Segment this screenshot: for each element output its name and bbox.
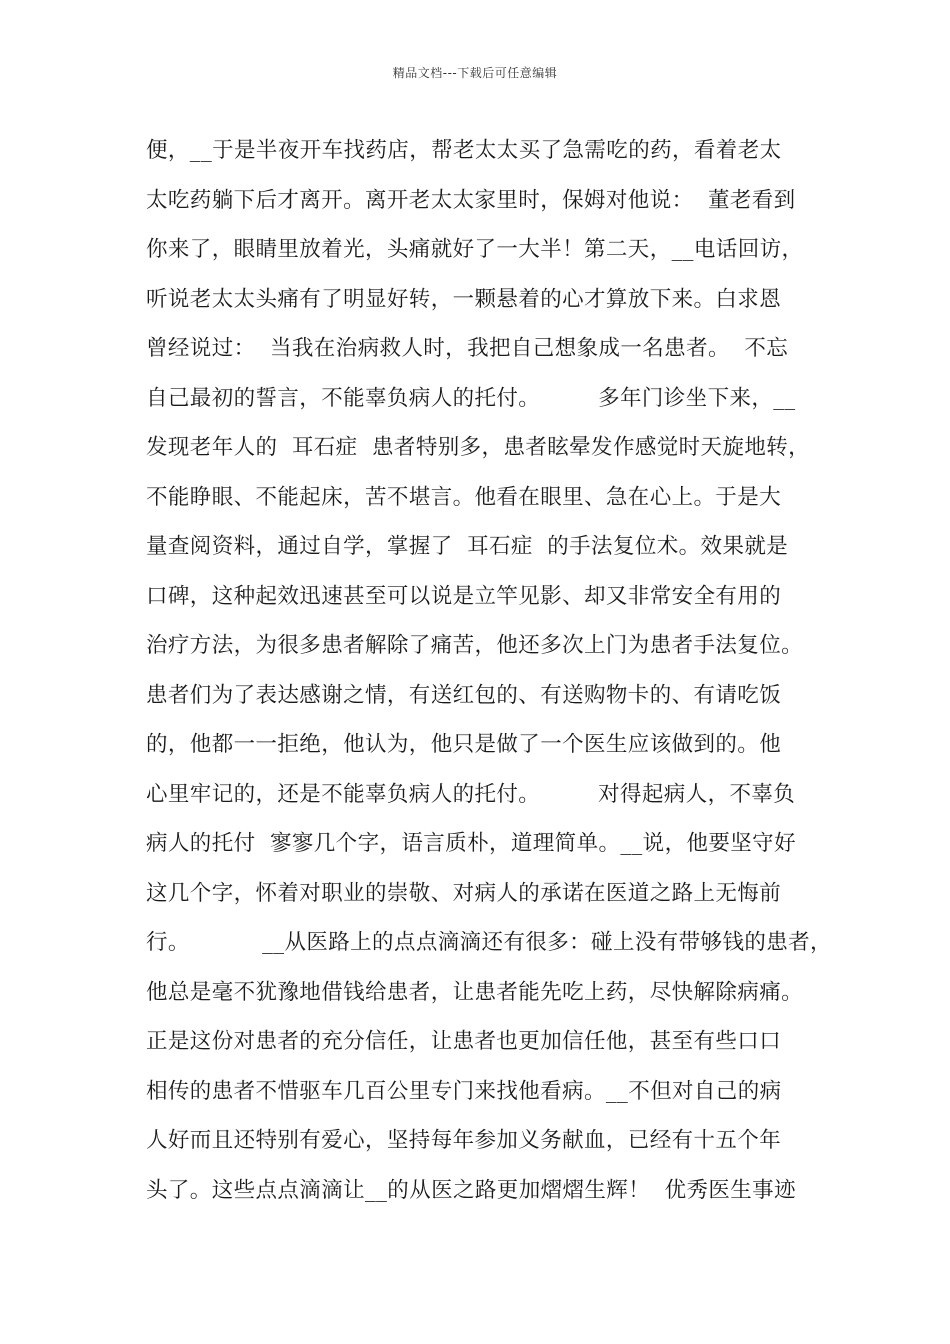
text-line: 他总是毫不犹豫地借钱给患者，让患者能先吃上药，尽快解除病痛。 — [146, 979, 804, 1005]
text-line: 正是这份对患者的充分信任，让患者也更加信任他，甚至有些口口 — [146, 1029, 782, 1054]
text-line: 人好而且还特别有爱心，坚持每年参加义务献血，已经有十五个年 — [146, 1128, 782, 1153]
text-line: 自己最初的誓言，不能辜负病人的托付。 多年门诊坐下来，__ — [146, 385, 796, 411]
text-line: 行。 __从医路上的点点滴滴还有很多：碰上没有带够钱的患者， — [146, 930, 832, 955]
page-header: 精品文档---下载后可任意编辑 — [392, 66, 558, 80]
text-line: 心里牢记的，还是不能辜负病人的托付。 对得起病人，不辜负 — [146, 781, 796, 807]
text-line: 患者们为了表达感谢之情，有送红包的、有送购物卡的、有请吃饭 — [146, 682, 782, 708]
text-line: 你来了，眼睛里放着光，头痛就好了一大半！第二天，__电话回访， — [146, 237, 804, 262]
text-line: 太吃药躺下后才离开。离开老太太家里时，保姆对他说： 董老看到 — [146, 187, 796, 213]
text-line: 发现老年人的 耳石症 患者特别多，患者眩晕发作感觉时天旋地转， — [146, 435, 811, 460]
text-line: 曾经说过： 当我在治病救人时，我把自己想象成一名患者。 不忘 — [146, 336, 789, 361]
text-line: 相传的患者不惜驱车几百公里专门来找他看病。__不但对自己的病 — [146, 1078, 782, 1104]
text-line: 听说老太太头痛有了明显好转，一颗悬着的心才算放下来。白求恩 — [146, 286, 782, 312]
text-line: 的，他都一一拒绝，他认为，他只是做了一个医生应该做到的。他 — [146, 732, 782, 757]
body-text — [146, 133, 832, 1222]
text-line: 便，__于是半夜开车找药店，帮老太太买了急需吃的药，看着老太 — [146, 138, 782, 163]
text-line: 这几个字，怀着对职业的崇敬、对病人的承诺在医道之路上无悔前 — [146, 880, 782, 906]
text-line: 口碑，这种起效迅速甚至可以说是立竿见影、却又非常安全有用的 — [146, 583, 782, 609]
text-line: 治疗方法，为很多患者解除了痛苦，他还多次上门为患者手法复位。 — [146, 633, 804, 658]
text-line: 头了。这些点点滴滴让__的从医之路更加熠熠生辉！ 优秀医生事迹 — [146, 1177, 796, 1203]
text-line: 不能睁眼、不能起床，苦不堪言。他看在眼里、急在心上。于是大 — [146, 484, 782, 510]
text-line: 量查阅资料，通过自学，掌握了 耳石症 的手法复位术。效果就是 — [146, 534, 789, 559]
text-line: 病人的托付 寥寥几个字，语言质朴，道理简单。__说，他要坚守好 — [146, 831, 796, 856]
